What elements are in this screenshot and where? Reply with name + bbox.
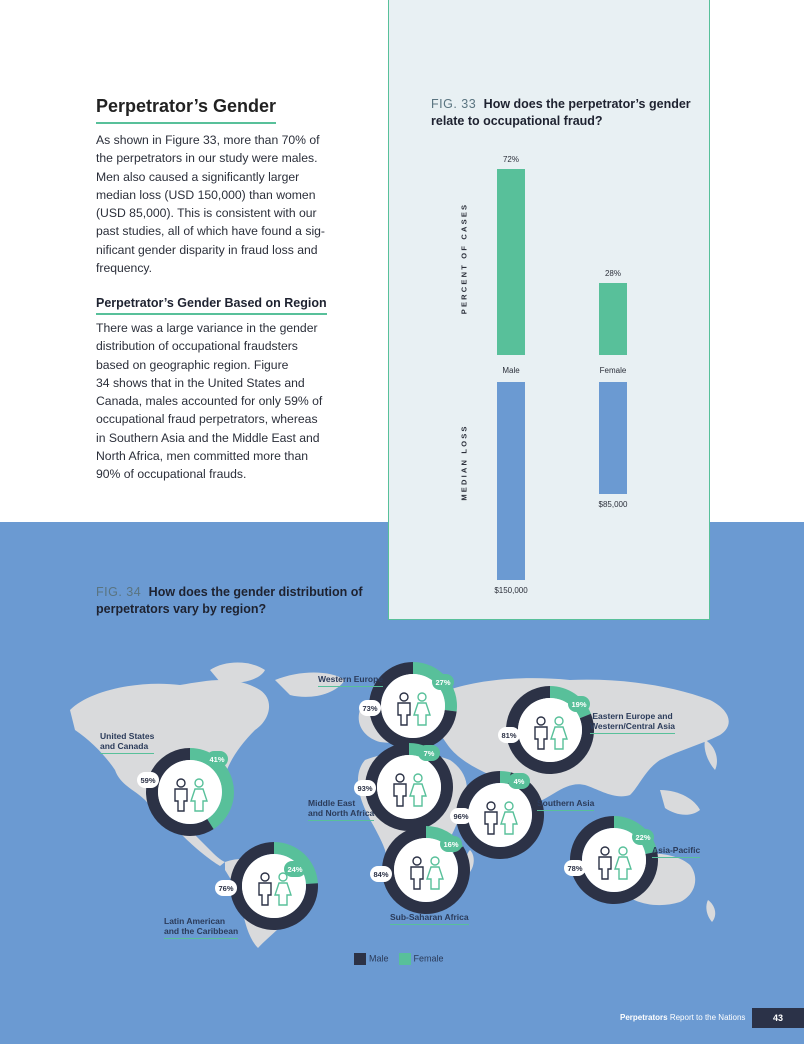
donut-latin-american-and-the-caribbean (228, 840, 320, 932)
region-paragraph-line: 34 shows that in the United States and (96, 375, 305, 390)
male-percent-united-states-and-canada: 59% (137, 772, 159, 788)
figure-34-caption (96, 584, 366, 618)
region-paragraph-line: North Africa, men committed more than (96, 449, 309, 464)
region-label-middle-east-and-north-africa (308, 798, 374, 821)
gender-paragraph-line: frequency. (96, 261, 153, 276)
footer (620, 1013, 745, 1022)
region-label-western-europe (318, 674, 383, 687)
region-label-line: Sub-Saharan Africa (390, 912, 469, 922)
male-percent-sub-saharan-africa: 84% (370, 866, 392, 882)
percent-value-female: 28% (604, 268, 621, 278)
gender-paragraph-line: median loss (USD 150,000) than women (96, 187, 316, 202)
region-label-southern-asia (537, 798, 594, 811)
region-paragraph-line: Canada, males accounted for only 59% of (96, 394, 323, 409)
legend-female-label: Female (413, 953, 444, 964)
gender-paragraph-line: (USD 85,000). This is consistent with our (96, 206, 317, 221)
female-swatch (399, 953, 411, 965)
legend-male (354, 953, 389, 965)
loss-bar-female (599, 382, 627, 494)
loss-bar-male (497, 382, 525, 580)
loss-value-male: $150,000 (494, 586, 528, 595)
loss-value-female: $85,000 (598, 500, 628, 510)
female-percent-southern-asia: 4% (508, 773, 530, 789)
female-percent-latin-american-and-the-caribbean: 24% (284, 861, 306, 877)
region-label-united-states-and-canada (100, 731, 154, 754)
section-title: Perpetrator’s Gender (96, 96, 276, 124)
gender-paragraph-line: the perpetrators in our study were males. (96, 151, 318, 166)
female-percent-middle-east-and-north-africa: 7% (418, 745, 440, 761)
region-paragraph-line: based on geographic region. Figure (96, 357, 289, 372)
figure-33-caption (431, 96, 691, 130)
category-label-female: Female (599, 366, 627, 375)
region-subhead: Perpetrator’s Gender Based on Region (96, 296, 327, 315)
region-label-line: Eastern Europe and (592, 711, 673, 721)
gender-paragraph-line: nificant gender disparity in fraud loss and (96, 242, 318, 257)
region-paragraph-line: 90% of occupational frauds. (96, 467, 247, 482)
gender-paragraph (96, 131, 336, 277)
region-paragraph-line: There was a large variance in the gender (96, 321, 318, 335)
region-label-line: Latin American (164, 916, 226, 926)
region-label-line: Western/Central Asia (590, 721, 676, 731)
footer-report: Report to the Nations (669, 1013, 746, 1022)
region-label-line: Western Europe (318, 674, 384, 684)
male-percent-southern-asia: 96% (450, 808, 472, 824)
region-label-line: Asia-Pacific (652, 845, 701, 855)
donut-center (158, 760, 222, 824)
figure-33-panel (388, 0, 710, 620)
female-percent-western-europe: 27% (432, 674, 454, 690)
male-percent-middle-east-and-north-africa: 93% (354, 780, 376, 796)
male-percent-eastern-europe-and-western-central-asia: 81% (498, 727, 520, 743)
region-label-eastern-europe-and-western-central-asia (590, 711, 675, 734)
figure-33-title: How does the perpetrator’s gender relate to occupational fraud? (431, 97, 691, 128)
female-percent-eastern-europe-and-western-central-asia: 19% (568, 696, 590, 712)
male-percent-latin-american-and-the-caribbean: 76% (215, 880, 237, 896)
percent-bar-female (599, 283, 627, 355)
donut-middle-east-and-north-africa (363, 741, 455, 833)
gender-paragraph-line: past studies, all of which have found a sig- (96, 224, 325, 239)
region-label-latin-american-and-the-caribbean (164, 916, 238, 939)
male-percent-asia-pacific: 78% (564, 860, 586, 876)
percent-bar-male (497, 169, 525, 355)
region-label-asia-pacific (652, 845, 700, 858)
footer-section: Perpetrators (620, 1013, 668, 1022)
region-label-sub-saharan-africa (390, 912, 469, 925)
region-label-line: and the Caribbean (164, 926, 239, 936)
region-label-line: United States (100, 731, 155, 741)
region-label-line: and North Africa (308, 808, 375, 818)
category-label-male: Male (502, 366, 520, 375)
page-number: 43 (752, 1008, 804, 1028)
region-paragraph-line: in Southern Asia and the Middle East and (96, 430, 320, 445)
legend-female (399, 953, 444, 965)
figure-34-title: How does the gender distribution of perpetrators vary by region? (96, 585, 363, 616)
female-percent-asia-pacific: 22% (632, 829, 654, 845)
male-percent-western-europe: 73% (359, 700, 381, 716)
figure-33-number: FIG. 33 (431, 97, 477, 111)
median-axis-label: MEDIAN LOSS (459, 424, 469, 501)
gender-paragraph-line: As shown in Figure 33, more than 70% of (96, 133, 320, 147)
gender-paragraph-line: Men also caused a significantly larger (96, 169, 300, 184)
region-label-line: Middle East (308, 798, 356, 808)
percent-value-male: 72% (502, 155, 519, 164)
figure-34-number: FIG. 34 (96, 585, 142, 599)
percent-axis-label: PERCENT OF CASES (459, 202, 469, 315)
donut-center (377, 755, 441, 819)
legend-male-label: Male (369, 953, 389, 964)
donut-center (468, 783, 532, 847)
region-label-line: Southern Asia (537, 798, 595, 808)
map-legend (354, 953, 444, 965)
region-paragraph-line: distribution of occupational fraudsters (96, 339, 298, 354)
region-paragraph-line: occupational fraud perpetrators, whereas (96, 412, 318, 427)
male-swatch (354, 953, 366, 965)
region-label-line: and Canada (100, 741, 149, 751)
female-percent-united-states-and-canada: 41% (206, 751, 228, 767)
region-paragraph (96, 319, 336, 484)
female-percent-sub-saharan-africa: 16% (440, 836, 462, 852)
